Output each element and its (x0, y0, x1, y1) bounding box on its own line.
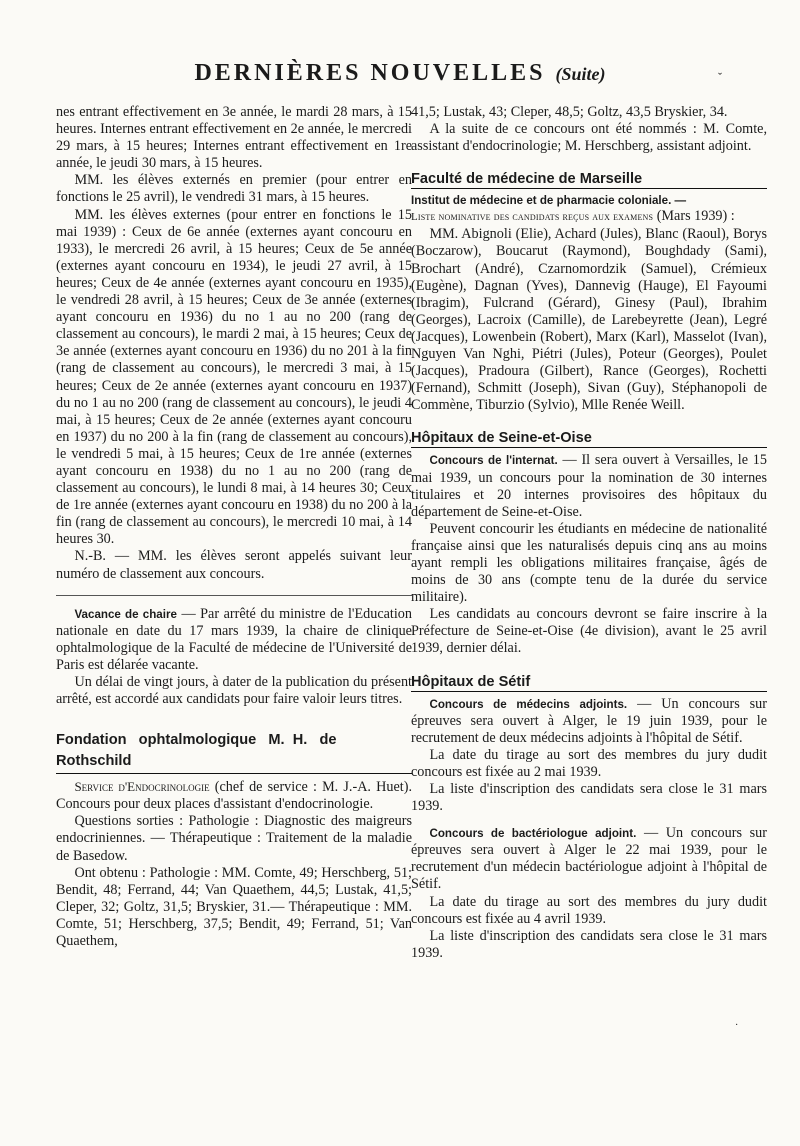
fondation-heading-line1: Fondation ophtalmologique M. H. de (56, 732, 337, 749)
bacteriologue-lead: Concours de bactériologue adjoint. (429, 827, 637, 841)
liste-caps: Liste nominative des candidats reçus aux examens (411, 211, 654, 224)
fondation-heading-line2: Rothschild (56, 753, 132, 770)
service-paragraph (56, 778, 412, 813)
liste-paragraph-1: La liste d'inscription des candidats sera close le 31 mars 1939. (411, 781, 767, 815)
marseille-heading: Faculté de médecine de Marseille (411, 171, 767, 189)
page-header (0, 60, 800, 92)
questions-paragraph: Questions sorties : Pathologie : Diagnostic des maigreurs endocriniennes. — Thérapeutique : Traitement de la maladie de Basedow. (56, 813, 412, 864)
nota-bene-paragraph: N.-B. — MM. les élèves seront appelés suivant leur numéro de classement aux concours. (56, 548, 412, 582)
liste-paragraph-2: La liste d'inscription des candidats sera close le 31 mars 1939. (411, 927, 767, 961)
tirage-paragraph-1: La date du tirage au sort des membres du jury dudit concours est fixée au 2 mai 1939. (411, 746, 767, 780)
nominations-paragraph: A la suite de ce concours ont été nommés : M. Comte, assistant d'endocrinologie; M. Herschberg, assistant adjoint. (411, 121, 767, 155)
institut-lead: Institut de médecine et de pharmacie coloniale. (411, 194, 672, 208)
vacance-text: — Par arrêté du ministre de l'Education nationale en date du 17 mars 1939, la chaire de clinique ophtalmologique de la Faculté de médecine de l'Université de Paris est délarée vacante. (56, 605, 412, 673)
institut-subheading (411, 193, 767, 208)
peuvent-paragraph: Peuvent concourir les étudiants en médecine de nationalité française ainsi que les naturalisés depuis cinq ans au moins ayant rempli les obligations militaires française, âgés de moins de 30 ans (compte tenu de la durée du service militaire). (411, 520, 767, 606)
marseille-names-paragraph: MM. Abignoli (Elie), Achard (Jules), Blanc (Raoul), Borys (Boczarow), Boucarut (Raymond), Boughdady (Sami), Brochart (André), Czarnomordzik (Samuel), Crémieux (Eugène), Dagnan (Yves), Dannevig (Hauge), El Fayoumi (Ibragim), Fulcrand (Gérard), Ginesy (Paul), Ibrahim (Georges), Lacroix (Camille), de Larebeyrette (Jean), Legré (Jacques), Lowenbein (Robert), Marx (Karl), Masselot (Ivan), Nguyen Van Nghi, Piétri (Jules), Poteur (Georges), Poulet (Jacques), Pradoura (Gilbert), Rance (Georges), Rochetti (Fernand), Schmitt (Joseph), Sivan (Guy), Stéphanopoli de Commène, Tiburzio (Sylvio), Mlle Renée Weill. (411, 226, 767, 414)
internat-text: — Il sera ouvert à Versailles, le 15 mai 1939, un concours pour la nomination de 30 internes titulaires et 20 internes provisoires des hôpitaux du département de Seine-et-Oise. (411, 452, 767, 520)
page-title-suite: (Suite) (555, 64, 606, 84)
setif-heading: Hôpitaux de Sétif (411, 674, 767, 692)
bacteriologue-paragraph (411, 825, 767, 893)
right-column (411, 104, 767, 962)
header-tick-mark: ˇ (718, 70, 722, 84)
medecins-text: — Un concours sur épreuves sera ouvert à Alger, le 19 juin 1939, pour le recrutement de deux médecins adjoints à l'hôpital de Sétif. (411, 695, 768, 746)
externes-schedule-paragraph: MM. les élèves externes (pour entrer en fonctions le 15 mai 1939) : Ceux de 6e année (externes ayant concouru en 1933), le mercredi 26 avril, à 15 heures; Ceux de 5e année (externes ayant concouru en 1934), le jeudi 27 avril, à 15 heures; Ceux de 4e année (externes ayant concouru en 1935), le vendredi 28 avril, à 15 heures; Ceux de 3e année (externes ayant concouru en 1936) du no 1 au no 200 (rang de classement au concours), le mardi 2 mai, à 15 heures; Ceux de 3e année (externes ayant concouru en 1936) du no 201 à la fin (rang de classement au concours), le mercredi 3 mai, à 15 heures; Ceux de 2e année (externes ayant concouru en 1937) du no 1 au no 200 (rang de classement au concours), le jeudi 4 mai, à 15 heures; Ceux de 2e année (externes ayant concouru en 1937) du no 200 à la fin (rang de classement au concours), le vendredi 5 mai, à 15 heures; Ceux de 1re année (externes ayant concouru en 1938) du no 1 au no 200 (rang de classement au concours), le lundi 8 mai, à 14 heures 30; Ceux de 1re année (externes ayant concouru en 1938) du no 200 à la fin (rang de classement au concours), le mercredi 10 mai, à 14 heures 30. (56, 206, 412, 548)
inscription-paragraph: Les candidats au concours devront se faire inscrire à la Préfecture de Seine-et-Oise (4e division), avant le 25 avril 1939, dernier délai. (411, 606, 767, 657)
vacance-delai-paragraph: Un délai de vingt jours, à dater de la publication du présent arrêté, est accordé aux candidats pour faire valoir leurs titres. (56, 674, 412, 708)
seine-et-oise-heading: Hôpitaux de Seine-et-Oise (411, 430, 767, 448)
medecins-adjoints-paragraph (411, 696, 767, 747)
liste-nominative-line (411, 208, 767, 226)
service-text: (chef de service : M. J.-A. Huet). Concours pour deux places d'assistant d'endocrinologie. (56, 779, 412, 813)
medecins-lead: Concours de médecins adjoints. (429, 697, 628, 711)
vacance-lead: Vacance de chaire (74, 607, 177, 621)
results-continued: 41,5; Lustak, 43; Cleper, 48,5; Goltz, 43,5 Bryskier, 34. (411, 104, 728, 120)
tirage-paragraph-2: La date du tirage au sort des membres du jury dudit concours est fixée au 4 avril 1939. (411, 893, 767, 927)
page-speck: · (735, 1020, 739, 1031)
ont-obtenu-paragraph: Ont obtenu : Pathologie : MM. Comte, 49; Herschberg, 51; Bendit, 48; Ferrand, 44; Van Quaethem, 44,5; Lustak, 41,5; Cleper, 32; Goltz, 31,5; Bryskier, 31.— Thérapeutique : MM. Comte, 51; Herschberg, 37,5; Bendit, 49; Ferrand, 51; Van Quaethem, (56, 864, 412, 950)
vacance-paragraph (56, 606, 412, 674)
internat-lead: Concours de l'internat. (429, 454, 558, 468)
service-lead: Service d'Endocrinologie (74, 779, 210, 795)
fondation-heading (56, 730, 412, 774)
externes-premier-paragraph: MM. les élèves externés en premier (pour entrer en fonctions le 25 avril), le vendredi 31 mars, à 15 heures. (56, 172, 412, 206)
bacteriologue-text: — Un concours sur épreuves sera ouvert à Alger le 22 mai 1939, pour le recrutement d'un médecin bactériologue adjoint à l'hôpital de Sétif. (411, 825, 767, 893)
left-column (56, 104, 412, 950)
section-divider (56, 595, 412, 596)
page-title: DERNIÈRES NOUVELLES (194, 60, 546, 86)
institut-dash: — (671, 194, 687, 208)
internat-paragraph (411, 452, 767, 520)
internes-paragraph: nes entrant effectivement en 3e année, le mardi 28 mars, à 15 heures. Internes entrant effectivement en 2e année, le mercredi 29 mars, à 15 heures; Internes entrant effectivement en 1re année, le jeudi 30 mars, à 15 heures. (56, 104, 412, 172)
liste-date: (Mars 1939) : (653, 208, 735, 225)
